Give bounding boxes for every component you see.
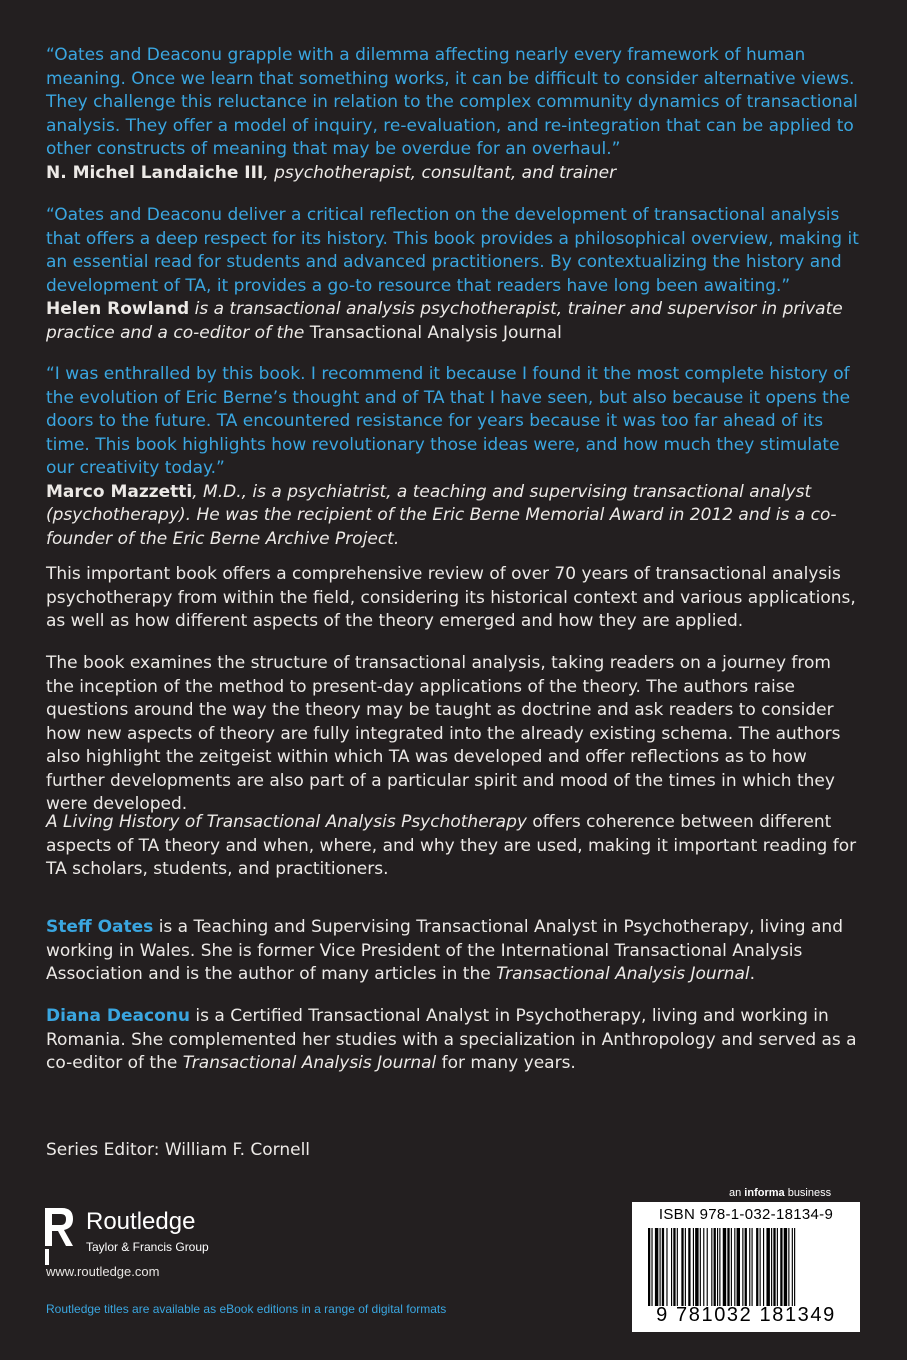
endorser-name: N. Michel Landaiche III xyxy=(46,162,264,183)
endorsement-quote: “Oates and Deaconu grapple with a dilemma affecting nearly every framework of human meaning. Once we learn that something works, it can be difficult to consider alternative views. They challenge this reluctance in relation to the complex community dynamics of transactional analysis. They offer a model of inquiry, re-evaluation, and re-integration that can be applied to other constructs of meaning that may be overdue for an overhaul.” xyxy=(46,45,858,159)
endorser-role: is a transactional analysis psychotherapist, trainer and supervisor in private practice and a co-editor of the xyxy=(46,299,843,343)
barcode-bar xyxy=(660,1228,661,1306)
description-paragraph-1: This important book offers a comprehensive review of over 70 years of transactional analysis psychotherapy from within the field, considering its historical context and various applications, as well as how different aspects of the theory emerged and how they are applied. xyxy=(46,564,856,631)
endorsement-landaiche xyxy=(46,44,866,185)
endorsement-attribution xyxy=(46,162,866,186)
barcode-bar xyxy=(703,1228,704,1306)
barcode-bar xyxy=(792,1228,793,1306)
barcode-digits: 9 781032 181349 xyxy=(656,1304,836,1326)
endorsement-attribution xyxy=(46,481,866,552)
publisher-group: Taylor & Francis Group xyxy=(86,1240,209,1254)
barcode-bar xyxy=(693,1228,694,1306)
description-paragraph-2: The book examines the structure of transactional analysis, taking readers on a journey from the inception of the method to present-day applications of the theory. The authors raise questions around the way the theory may be taught as doctrine and ask readers to consider how new aspects of theory are fully integrated into the already existing schema. The authors also highlight the zeitgeist within which TA was developed and offer reflections as to how further developments are also part of a particular spirit and mood of the times in which they were developed. xyxy=(46,653,841,814)
journal-title: Transactional Analysis Journal xyxy=(309,322,562,343)
endorsement-attribution xyxy=(46,298,866,345)
barcode-bar xyxy=(711,1228,712,1306)
author-bio-oates: Steff Oates is a Teaching and Supervising Transactional Analyst in Psychotherapy, living and working in Wales. She is former Vice President of the International Transactional Analysis Association and is the author of many articles in the Transactional Analysis Journal. xyxy=(46,917,843,984)
barcode-bar xyxy=(685,1228,686,1306)
barcode-bar xyxy=(734,1228,735,1306)
barcode-bar xyxy=(700,1228,701,1306)
endorser-name: Marco Mazzetti xyxy=(46,481,193,502)
endorser-role: , M.D., is a psychiatrist, a teaching and supervising transactional analyst (psychotherapy). He was the recipient of the Eric Berne Memorial Award in 2012 and is a co-founder of the Eric Berne Archive Project. xyxy=(46,481,837,549)
barcode-bar xyxy=(651,1228,652,1306)
isbn-label: ISBN 978-1-032-18134-9 xyxy=(658,1206,834,1223)
barcode-bar xyxy=(681,1228,683,1306)
barcode-bar xyxy=(780,1228,782,1306)
barcode-bar xyxy=(731,1228,732,1306)
barcode-bar xyxy=(662,1228,664,1306)
barcode-bar xyxy=(766,1228,769,1306)
barcode-bar xyxy=(648,1228,650,1306)
isbn-barcode-box xyxy=(632,1202,860,1332)
barcode-bar xyxy=(784,1228,787,1306)
barcode-bar xyxy=(671,1228,672,1306)
barcode-bar xyxy=(719,1228,720,1306)
barcode-bar xyxy=(695,1228,698,1306)
barcode-bar xyxy=(752,1228,753,1306)
barcode-bar xyxy=(771,1228,772,1306)
barcode-bar xyxy=(794,1228,795,1306)
barcode-icon xyxy=(646,1228,846,1306)
journal-title: Transactional Analysis Journal xyxy=(182,1053,437,1073)
barcode-bar xyxy=(745,1228,747,1306)
description-paragraph-3: A Living History of Transactional Analysis Psychotherapy offers coherence between different aspects of TA theory and when, where, and why they are used, making it important reading for TA scholars, students, and practitioners. xyxy=(46,812,857,879)
informa-business-tag: an informa business xyxy=(729,1187,832,1199)
barcode-bar xyxy=(714,1228,716,1306)
barcode-bar xyxy=(777,1228,778,1306)
barcode-bar xyxy=(788,1228,789,1306)
series-editor: Series Editor: William F. Cornell xyxy=(46,1140,311,1160)
ebook-note: Routledge titles are available as eBook editions in a range of digital formats xyxy=(46,1302,447,1316)
barcode-bar xyxy=(677,1228,678,1306)
journal-title: Transactional Analysis Journal xyxy=(496,964,750,984)
barcode-bar xyxy=(756,1228,758,1306)
barcode-bar xyxy=(707,1228,708,1306)
endorsement-quote: “Oates and Deaconu deliver a critical reflection on the development of transactional analysis that offers a deep respect for its history. This book provides a philosophical overview, making it an essential read for students and advanced practitioners. By contextualizing the history and development of TA, it provides a go-to resource that readers have long been awaiting.” xyxy=(46,205,859,296)
barcode-bar xyxy=(749,1228,750,1306)
publisher-website[interactable]: www.routledge.com xyxy=(46,1264,160,1279)
barcode-bar xyxy=(737,1228,740,1306)
endorser-role: , psychotherapist, consultant, and trainer xyxy=(263,162,617,183)
endorsement-quote: “I was enthralled by this book. I recommend it because I found it the most complete history of the evolution of Eric Berne’s thought and of TA that I have seen, but also because it opens the doors to the future. TA encountered resistance for years because it was too far ahead of its time. This book highlights how revolutionary those ideas were, and how much they stimulate our creativity today.” xyxy=(46,364,851,478)
barcode-bar xyxy=(688,1228,690,1306)
endorser-name: Helen Rowland xyxy=(46,299,190,319)
author-bio-deaconu: Diana Deaconu is a Certified Transactional Analyst in Psychotherapy, living and working in Romania. She complemented her studies with a specialization in Anthropology and served as a co-editor of the Transactional Analysis Journal for many years. xyxy=(46,1006,857,1073)
book-title: A Living History of Transactional Analysis Psychotherapy xyxy=(46,812,527,832)
barcode-bar xyxy=(666,1228,667,1306)
endorsement-rowland xyxy=(46,204,866,345)
barcode-bar xyxy=(655,1228,658,1306)
endorsement-mazzetti xyxy=(46,363,866,551)
barcode-bar xyxy=(760,1228,761,1306)
barcode-bar xyxy=(717,1228,718,1306)
author-name: Steff Oates xyxy=(46,917,154,937)
publisher-name: Routledge xyxy=(86,1208,196,1235)
barcode-bar xyxy=(773,1228,775,1306)
barcode-bar xyxy=(723,1228,726,1306)
barcode-bar xyxy=(727,1228,729,1306)
author-name: Diana Deaconu xyxy=(46,1006,190,1026)
barcode-bar xyxy=(742,1228,743,1306)
publisher-logo xyxy=(42,1206,262,1266)
barcode-bar xyxy=(763,1228,764,1306)
barcode-bar xyxy=(673,1228,675,1306)
routledge-logo-icon xyxy=(42,1206,76,1266)
